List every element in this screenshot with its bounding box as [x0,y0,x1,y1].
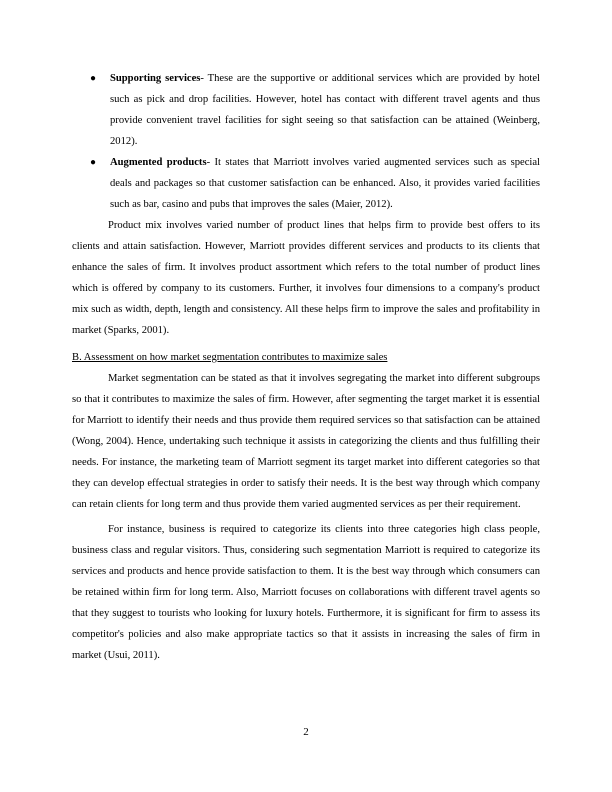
bullet-item-supporting-services [72,68,540,152]
bullet-term: Augmented products [110,157,207,168]
page-number: 2 [303,726,309,738]
bullet-text: - It states that Marriott involves varied augmented services such as special deals and packages so that customer satisfaction can be enhanced. Also, it provides varied facilities such as bar, casino and pubs that improves the sales (Maier, 2012). [110,157,540,210]
bullet-item-augmented-products [72,152,540,215]
bullet-icon: ● [90,73,97,84]
bullet-list [72,68,540,215]
page-body [72,68,540,666]
segmentation-paragraph-2: For instance, business is required to categorize its clients into three categories high class people, business class and regular visitors. Thus, considering such segmentation Marriott is required to categorize its services and products and hence provide satisfaction to them. It is the best way through which consumers can be retained within firm for long term. Also, Marriott focuses on collaborations with different travel agents so that they suggest to tourists who looking for luxury hotels. Furthermore, it is significant for firm to assess its competitor's policies and also make appropriate tactics so that it assists in increasing the sales of firm in market (Usui, 2011). [72,524,540,661]
product-mix-paragraph: Product mix involves varied number of product lines that helps firm to provide best offers to its clients and attain satisfaction. However, Marriott provides different services and products to its clients that enhance the sales of firm. It involves product assortment which refers to the total number of product lines which is offered by company to its customers. Further, it involves four dimensions to a company's product mix such as width, depth, length and consistency. All these helps firm to improve the sales and profitability in market (Sparks, 2001). [72,220,540,336]
bullet-term: Supporting services [110,73,201,84]
segmentation-paragraph-1: Market segmentation can be stated as that it involves segregating the market into different subgroups so that it contributes to maximize the sales of firm. However, after segmenting the target market it is essential for Marriott to identify their needs and thus provide them required services so that satisfaction can be attained (Wong, 2004). Hence, undertaking such technique it assists in categorizing the clients and thus fulfilling their needs. For instance, the marketing team of Marriott segment its target market into different categories so that they can develop effectual strategies in order to satisfy their needs. It is the best way through which company can retain clients for long term and thus provide them varied augmented services as per their requirement. [72,373,540,510]
bullet-text: - These are the supportive or additional services which are provided by hotel such as pick and drop facilities. However, hotel has contact with different travel agents and thus provide convenient travel facilities for sight seeing so that satisfaction can be attained (Weinberg, 2012). [110,73,540,147]
bullet-icon: ● [90,157,97,168]
section-heading: B. Assessment on how market segmentation contributes to maximize sales [72,352,388,363]
